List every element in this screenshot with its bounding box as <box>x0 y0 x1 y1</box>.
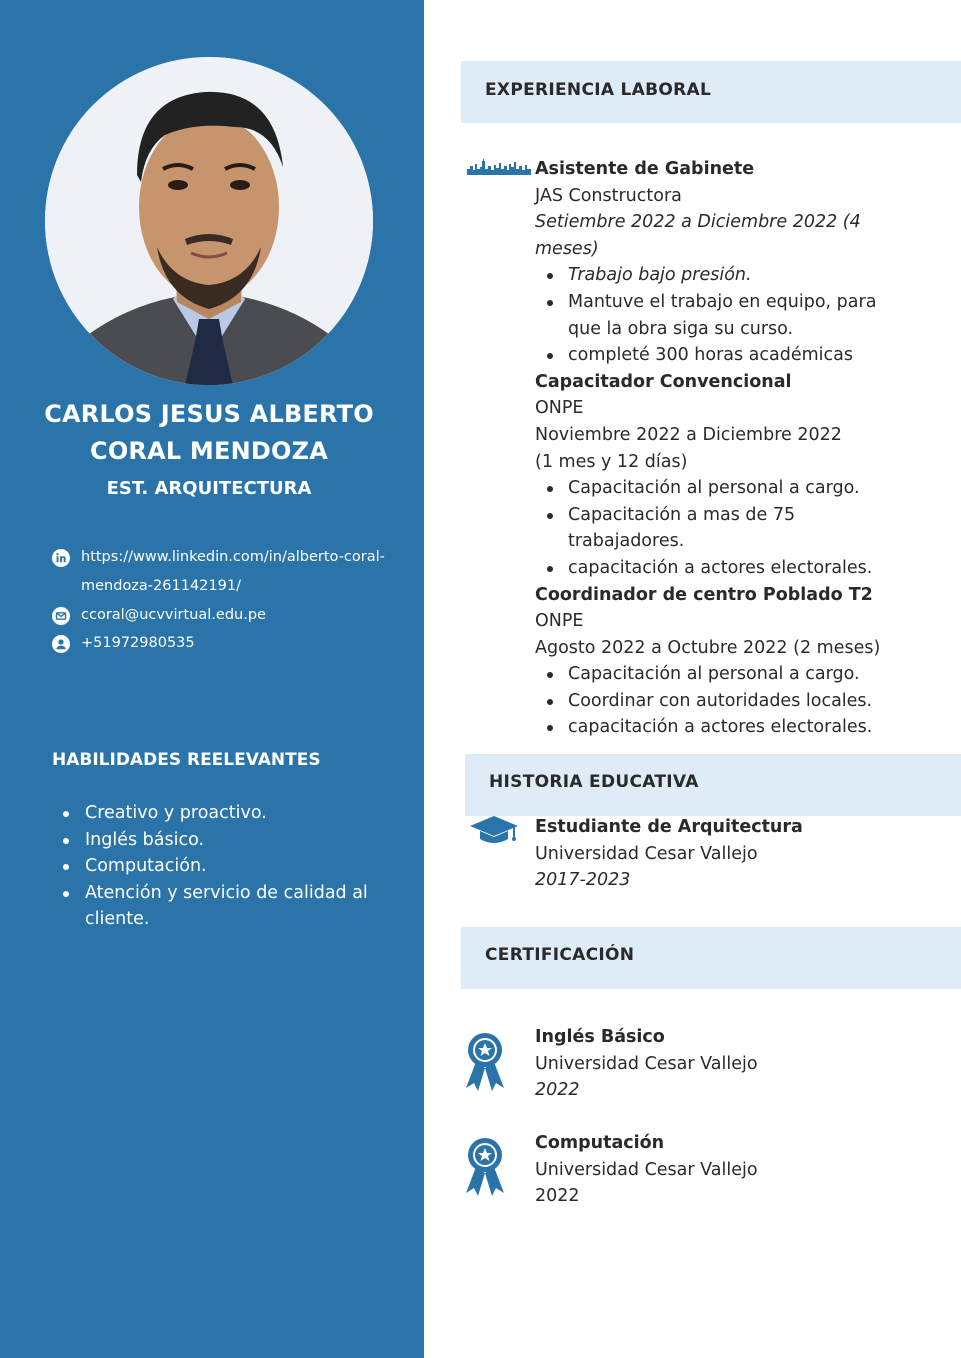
experience-list <box>535 156 955 741</box>
name-line-2: CORAL MENDOZA <box>90 437 328 465</box>
education-header <box>465 754 961 816</box>
job-title: Coordinador de centro Poblado T2 <box>535 584 873 605</box>
certificate-year: 2022 <box>535 1080 580 1101</box>
job-company: ONPE <box>535 398 584 419</box>
profile-photo <box>45 57 373 385</box>
skill-item: Computación. <box>52 853 392 880</box>
job-company: JAS Constructora <box>535 185 682 206</box>
job-duty: Capacitación al personal a cargo. <box>535 475 955 502</box>
job-duty: Capacitación a mas de 75 trabajadores. <box>535 502 828 555</box>
job-period: Agosto 2022 a Octubre 2022 (2 meses) <box>535 637 881 658</box>
job-period: Setiembre 2022 a Diciembre 2022 (4 meses) <box>535 212 861 259</box>
phone-number[interactable]: +51972980535 <box>81 635 195 651</box>
job-title: Capacitador Convencional <box>535 371 792 392</box>
education-entry <box>535 814 955 894</box>
job-duty: capacitación a actores electorales. <box>535 555 955 582</box>
certification-heading: CERTIFICACIÓN <box>485 945 635 965</box>
certificate-entry <box>535 1024 955 1104</box>
full-name <box>0 396 418 470</box>
certificate-title: Inglés Básico <box>535 1027 665 1047</box>
job-duty: Capacitación al personal a cargo. <box>535 661 955 688</box>
job-duty: capacitación a actores electorales. <box>535 714 955 741</box>
job-duty: completé 300 horas académicas <box>535 342 955 369</box>
graduation-cap-icon <box>469 814 519 846</box>
job-period: Noviembre 2022 a Diciembre 2022 (1 mes y 12 días) <box>535 424 842 472</box>
certificate-school: Universidad Cesar Vallejo <box>535 1159 758 1180</box>
mail-icon <box>52 607 70 625</box>
certificate-title: Computación <box>535 1133 665 1153</box>
job-duties <box>535 475 955 581</box>
job-duty: Coordinar con autoridades locales. <box>535 688 955 715</box>
job-role: EST. ARQUITECTURA <box>106 478 312 499</box>
name-line-1: CARLOS JESUS ALBERTO <box>44 400 374 428</box>
award-ribbon-icon <box>464 1137 506 1197</box>
certificate-entry <box>535 1130 955 1210</box>
job-duty: Trabajo bajo presión. <box>535 262 955 289</box>
skill-item: Inglés básico. <box>52 827 392 854</box>
award-ribbon-icon <box>464 1032 506 1092</box>
user-icon <box>52 635 70 653</box>
email-address[interactable]: ccoral@ucvvirtual.edu.pe <box>81 607 266 623</box>
experience-heading: EXPERIENCIA LABORAL <box>485 80 712 100</box>
degree-title: Estudiante de Arquitectura <box>535 817 803 837</box>
experience-header <box>461 61 961 123</box>
certification-header <box>461 927 961 989</box>
education-heading: HISTORIA EDUCATIVA <box>489 772 699 792</box>
linkedin-icon <box>52 549 70 567</box>
job-title: Asistente de Gabinete <box>535 159 755 179</box>
linkedin-url[interactable]: https://www.linkedin.com/in/alberto-coral-mendoza-261142191/ <box>81 549 385 594</box>
skill-item: Atención y servicio de calidad al cliente. <box>52 880 392 933</box>
certificate-year: 2022 <box>535 1186 580 1207</box>
certificate-school: Universidad Cesar Vallejo <box>535 1053 758 1074</box>
skill-item: Creativo y proactivo. <box>52 800 392 827</box>
sidebar <box>0 0 424 1358</box>
city-skyline-icon <box>467 157 531 175</box>
skills-list <box>52 800 392 933</box>
school-name: Universidad Cesar Vallejo <box>535 843 758 864</box>
job-duty: Mantuve el trabajo en equipo, para que la obra siga su curso. <box>535 289 878 342</box>
skills-heading: HABILIDADES REELEVANTES <box>52 750 321 770</box>
job-duties <box>535 661 955 741</box>
study-years: 2017-2023 <box>535 870 631 891</box>
job-duties <box>535 262 955 368</box>
job-company: ONPE <box>535 611 584 632</box>
